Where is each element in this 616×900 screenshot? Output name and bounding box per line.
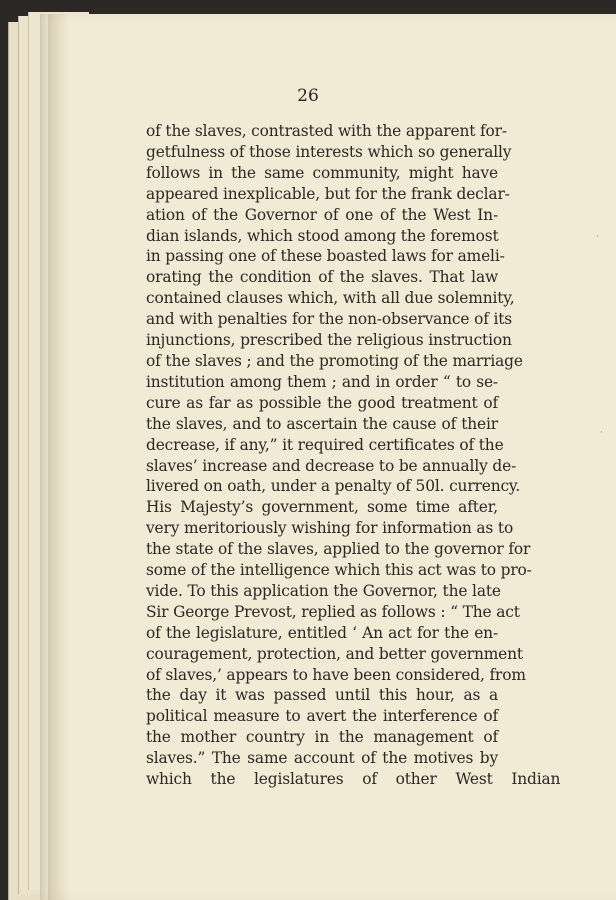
text-line: orating the condition of the slaves. That law (146, 268, 498, 287)
text-line: institution among them ; and in order “ to se- (146, 372, 498, 391)
text-line: contained clauses which, with all due solemnity, (146, 289, 515, 308)
margin-speck: · (596, 232, 599, 242)
text-line: decrease, if any,” it required certificates of the (146, 435, 504, 454)
text-line: political measure to avert the interference of (146, 707, 498, 726)
text-line: appeared inexplicable, but for the frank declar- (146, 184, 510, 203)
text-line: cure as far as possible the good treatment of (146, 393, 498, 412)
text-line: very meritoriously wishing for information as to (146, 519, 514, 538)
text-line: follows in the same community, might have (146, 163, 498, 182)
text-line: of the slaves ; and the promoting of the marriage (146, 351, 523, 370)
text-line: some of the intelligence which this act was to pro- (146, 561, 532, 580)
text-line: Sir George Prevost, replied as follows : “ The act (146, 602, 520, 621)
text-line: the state of the slaves, applied to the governor for (146, 540, 531, 559)
text-line: the day it was passed until this hour, as a (146, 686, 498, 705)
margin-speck: · (600, 428, 603, 438)
text-line: slaves’ increase and decrease to be annually de- (146, 456, 517, 475)
text-line: injunctions, prescribed the religious instruction (146, 331, 512, 350)
text-line: getfulness of those interests which so generally (146, 142, 512, 161)
body-text (146, 121, 561, 790)
text-line: of slaves,’ appears to have been considered, from (146, 665, 526, 684)
text-line: dian islands, which stood among the foremost (146, 226, 499, 245)
text-line: the slaves, and to ascertain the cause of their (146, 414, 498, 433)
text-line: livered on oath, under a penalty of 50l. currency. (146, 477, 521, 496)
text-line: of the legislature, entitled ‘ An act for the en- (146, 623, 498, 642)
text-line: vide. To this application the Governor, the late (146, 581, 501, 600)
text-line: and with penalties for the non-observance of its (146, 310, 513, 329)
gutter-shadow (48, 14, 70, 900)
text-line: slaves.” The same account of the motives by (146, 749, 498, 768)
text-line: which the legislatures of other West Indian (146, 770, 561, 789)
text-line: the mother country in the management of (146, 728, 498, 747)
text-line: couragement, protection, and better government (146, 644, 523, 663)
text-line: His Majesty’s government, some time after, (146, 498, 498, 517)
text-line: of the slaves, contrasted with the apparent for- (146, 122, 507, 140)
text-line: ation of the Governor of one of the West In- (146, 205, 498, 224)
text-line: in passing one of these boasted laws for ameli- (146, 247, 505, 266)
page-number: 26 (297, 86, 319, 106)
